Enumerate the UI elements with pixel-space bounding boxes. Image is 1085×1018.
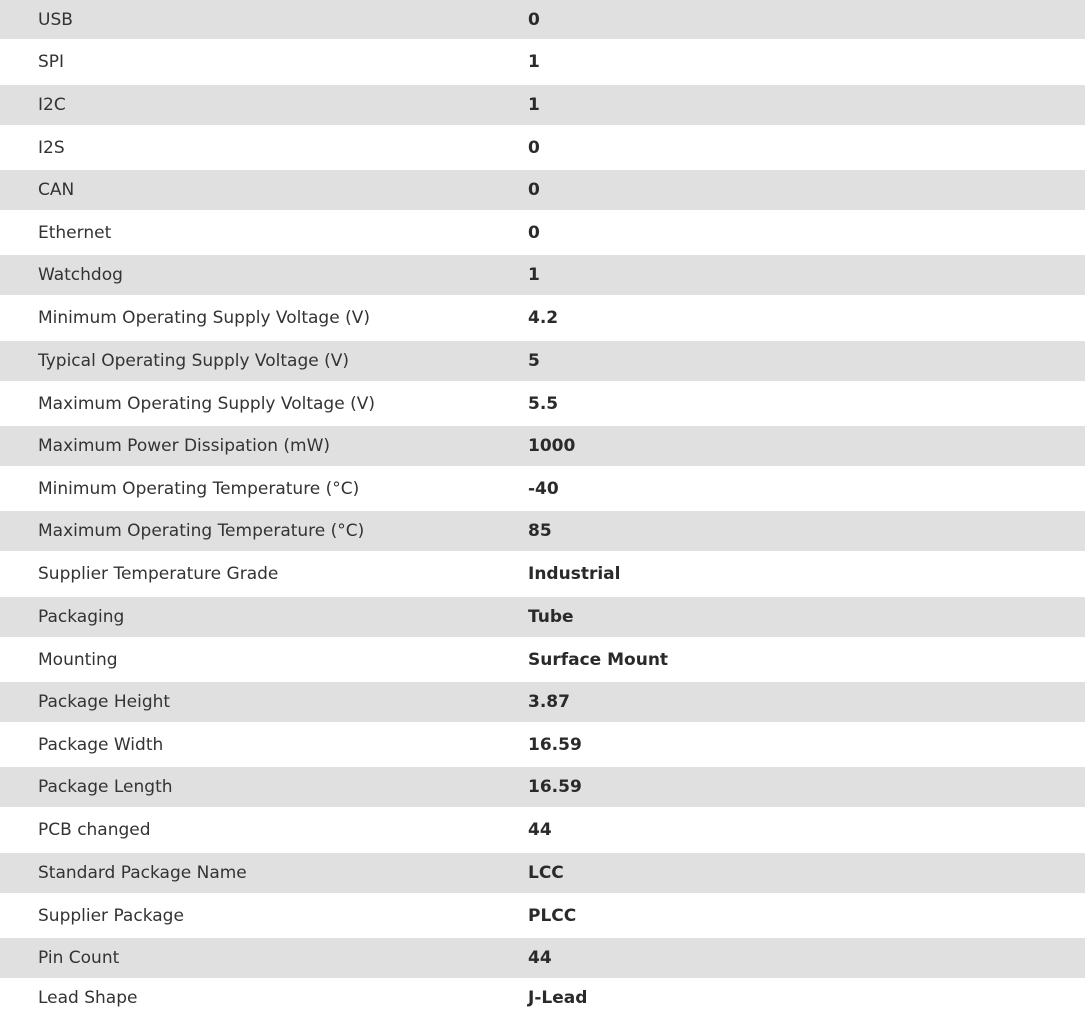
spec-label: Package Width xyxy=(0,722,528,767)
spec-row xyxy=(0,295,1085,341)
spec-label: Maximum Power Dissipation (mW) xyxy=(0,426,528,466)
spec-label: Ethernet xyxy=(0,210,528,255)
spec-label: Watchdog xyxy=(0,255,528,295)
spec-row xyxy=(0,426,1085,466)
spec-value: 1 xyxy=(528,85,1085,125)
spec-row xyxy=(0,767,1085,807)
spec-label: Pin Count xyxy=(0,938,528,978)
spec-value: 85 xyxy=(528,511,1085,551)
spec-value: 1 xyxy=(528,255,1085,295)
spec-label: Minimum Operating Supply Voltage (V) xyxy=(0,295,528,341)
spec-label: PCB changed xyxy=(0,807,528,853)
spec-row xyxy=(0,893,1085,938)
spec-row xyxy=(0,807,1085,853)
spec-value: 0 xyxy=(528,125,1085,170)
spec-label: Lead Shape xyxy=(0,978,528,1018)
spec-value: 4.2 xyxy=(528,295,1085,341)
spec-row xyxy=(0,637,1085,682)
spec-label: Package Length xyxy=(0,767,528,807)
spec-value: 44 xyxy=(528,807,1085,853)
spec-label: Mounting xyxy=(0,637,528,682)
spec-value: Surface Mount xyxy=(528,637,1085,682)
spec-label: SPI xyxy=(0,39,528,85)
spec-value: J-Lead xyxy=(528,978,1085,1018)
spec-row xyxy=(0,551,1085,597)
spec-value: LCC xyxy=(528,853,1085,893)
spec-value: -40 xyxy=(528,466,1085,511)
spec-label: Packaging xyxy=(0,597,528,637)
spec-row xyxy=(0,511,1085,551)
spec-row xyxy=(0,722,1085,767)
spec-label: I2S xyxy=(0,125,528,170)
spec-value: 1000 xyxy=(528,426,1085,466)
spec-label: Minimum Operating Temperature (°C) xyxy=(0,466,528,511)
spec-row xyxy=(0,853,1085,893)
spec-row xyxy=(0,978,1085,1018)
spec-label: Package Height xyxy=(0,682,528,722)
spec-row xyxy=(0,210,1085,255)
spec-row xyxy=(0,255,1085,295)
spec-row xyxy=(0,85,1085,125)
spec-value: PLCC xyxy=(528,893,1085,938)
spec-label: USB xyxy=(0,0,528,39)
spec-value: Industrial xyxy=(528,551,1085,597)
spec-value: Tube xyxy=(528,597,1085,637)
spec-value: 44 xyxy=(528,938,1085,978)
spec-label: Supplier Temperature Grade xyxy=(0,551,528,597)
spec-label: Standard Package Name xyxy=(0,853,528,893)
spec-row xyxy=(0,39,1085,85)
spec-row xyxy=(0,0,1085,39)
spec-row xyxy=(0,938,1085,978)
spec-label: I2C xyxy=(0,85,528,125)
spec-value: 0 xyxy=(528,0,1085,39)
spec-label: Supplier Package xyxy=(0,893,528,938)
spec-row xyxy=(0,682,1085,722)
spec-label: CAN xyxy=(0,170,528,210)
spec-value: 1 xyxy=(528,39,1085,85)
spec-value: 0 xyxy=(528,170,1085,210)
spec-row xyxy=(0,170,1085,210)
spec-value: 16.59 xyxy=(528,722,1085,767)
spec-row xyxy=(0,466,1085,511)
spec-row xyxy=(0,341,1085,381)
spec-value: 5.5 xyxy=(528,381,1085,426)
spec-value: 16.59 xyxy=(528,767,1085,807)
spec-label: Maximum Operating Temperature (°C) xyxy=(0,511,528,551)
spec-label: Maximum Operating Supply Voltage (V) xyxy=(0,381,528,426)
spec-value: 0 xyxy=(528,210,1085,255)
spec-label: Typical Operating Supply Voltage (V) xyxy=(0,341,528,381)
spec-row xyxy=(0,597,1085,637)
spec-value: 5 xyxy=(528,341,1085,381)
spec-row xyxy=(0,125,1085,170)
spec-value: 3.87 xyxy=(528,682,1085,722)
spec-row xyxy=(0,381,1085,426)
